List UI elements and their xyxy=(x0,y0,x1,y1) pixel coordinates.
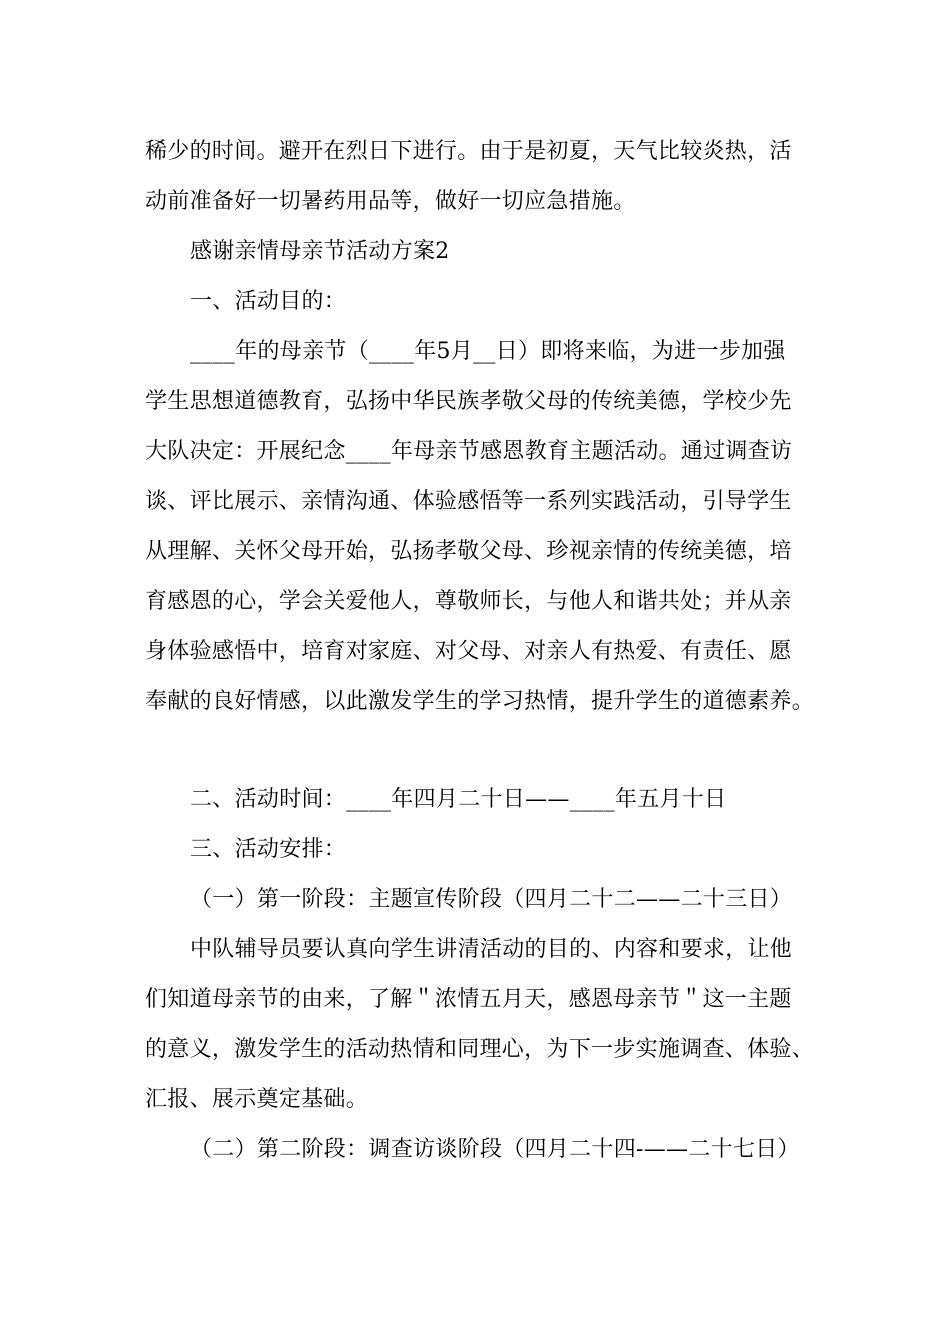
paragraph-line: 的意义，激发学生的活动热情和同理心，为下一步实施调查、体验、 xyxy=(145,1037,815,1062)
paragraph-line: 身体验感悟中，培育对家庭、对父母、对亲人有热爱、有责任、愿 xyxy=(145,639,792,664)
paragraph-line: 从理解、关怀父母开始，弘扬孝敬父母、珍视亲情的传统美德，培 xyxy=(145,539,792,564)
paragraph-line: 中队辅导员要认真向学生讲清活动的目的、内容和要求，让他 xyxy=(190,937,793,962)
paragraph-line: 谈、评比展示、亲情沟通、体验感悟等一系列实践活动，引导学生 xyxy=(145,489,792,514)
paragraph-line: 们知道母亲节的由来，了解＂浓情五月天，感恩母亲节＂这一主题 xyxy=(145,987,792,1012)
section-title: 感谢亲情母亲节活动方案2 xyxy=(190,239,450,264)
paragraph-line: 育感恩的心，学会关爱他人，尊敬师长，与他人和谐共处；并从亲 xyxy=(145,589,792,614)
subsection-heading: （一）第一阶段：主题宣传阶段（四月二十二——二十三日） xyxy=(190,887,793,912)
paragraph-line: 汇报、展示奠定基础。 xyxy=(145,1087,369,1112)
paragraph-line: 动前准备好一切暑药用品等，做好一切应急措施。 xyxy=(145,189,636,214)
paragraph-line: 奉献的良好情感，以此激发学生的学习热情，提升学生的道德素养。 xyxy=(145,689,815,714)
paragraph-line: 稀少的时间。避开在烈日下进行。由于是初夏，天气比较炎热，活 xyxy=(145,139,792,164)
paragraph-line: 大队决定：开展纪念____年母亲节感恩教育主题活动。通过调查访 xyxy=(145,439,793,464)
section-heading: 一、活动目的： xyxy=(190,289,347,314)
paragraph-line: ____年的母亲节（____年5月__日）即将来临，为进一步加强 xyxy=(190,339,786,364)
section-heading: 二、活动时间：____年四月二十日——____年五月十日 xyxy=(190,787,727,812)
subsection-heading: （二）第二阶段：调查访谈阶段（四月二十四-——二十七日） xyxy=(190,1137,800,1162)
section-heading: 三、活动安排： xyxy=(190,837,347,862)
paragraph-line: 学生思想道德教育，弘扬中华民族孝敬父母的传统美德，学校少先 xyxy=(145,389,792,414)
